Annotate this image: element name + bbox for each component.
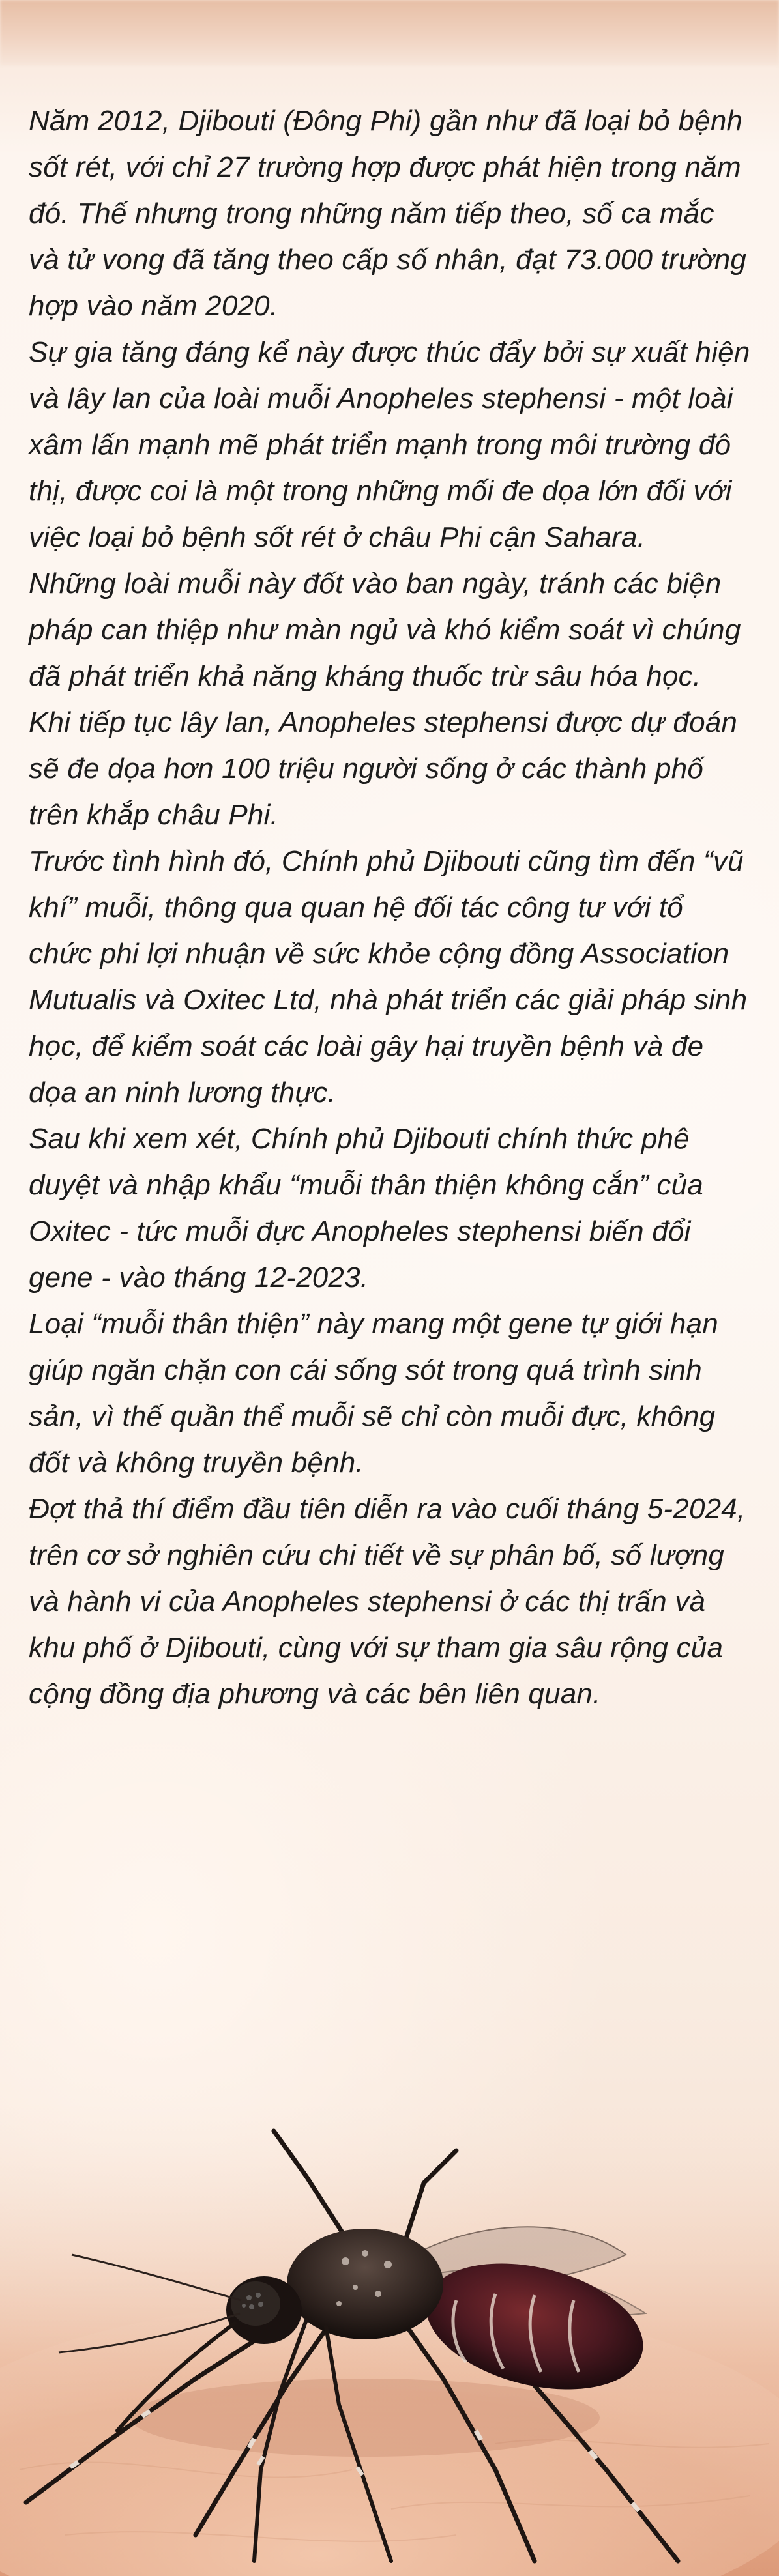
paragraph-7: Loại “muỗi thân thiện” này mang một gene tự giới hạn giúp ngăn chặn con cái sống sót trong quá trình sinh sản, vì thế quần thể muỗi sẽ chỉ còn muỗi đực, không đốt và không truyền bệnh. [29, 1308, 718, 1479]
paragraph-3: Những loài muỗi này đốt vào ban ngày, tránh các biện pháp can thiệp như màn ngủ và khó kiểm soát vì chúng đã phát triển khả năng kháng thuốc trừ sâu hóa học. [29, 568, 741, 692]
paragraph-4: Khi tiếp tục lây lan, Anopheles stephensi được dự đoán sẽ đe dọa hơn 100 triệu người sống ở các thành phố trên khắp châu Phi. [29, 706, 738, 831]
top-skin-photo-banner [0, 0, 779, 65]
paragraph-1: Năm 2012, Djibouti (Đông Phi) gần như đã loại bỏ bệnh sốt rét, với chỉ 27 trường hợp được phát hiện trong năm đó. Thế nhưng trong những năm tiếp theo, số ca mắc và tử vong đã tăng theo cấp số nhân, đạt 73.000 trường hợp vào năm 2020. [29, 105, 747, 322]
paragraph-2: Sự gia tăng đáng kể này được thúc đẩy bởi sự xuất hiện và lây lan của loài muỗi Anopheles stephensi - một loài xâm lấn mạnh mẽ phát triển mạnh trong môi trường đô thị, được coi là một trong những mối đe dọa lớn đối với việc loại bỏ bệnh sốt rét ở châu Phi cận Sahara. [29, 336, 750, 553]
paragraph-6: Sau khi xem xét, Chính phủ Djibouti chính thức phê duyệt và nhập khẩu “muỗi thân thiện không cắn” của Oxitec - tức muỗi đực Anopheles stephensi biến đổi gene - vào tháng 12-2023. [29, 1123, 703, 1294]
mosquito-on-skin-photo [0, 2105, 779, 2576]
paragraph-5: Trước tình hình đó, Chính phủ Djibouti cũng tìm đến “vũ khí” muỗi, thông qua quan hệ đối tác công tư với tổ chức phi lợi nhuận về sức khỏe cộng đồng Association Mutualis và Oxitec Ltd, nhà phát triển các giải pháp sinh học, để kiểm soát các loài gây hại truyền bệnh và đe dọa an ninh lương thực. [29, 845, 748, 1108]
paragraph-8: Đợt thả thí điểm đầu tiên diễn ra vào cuối tháng 5-2024, trên cơ sở nghiên cứu chi tiết về sự phân bố, số lượng và hành vi của Anopheles stephensi ở các thị trấn và khu phố ở Djibouti, cùng với sự tham gia sâu rộng của cộng đồng địa phương và các bên liên quan. [29, 1493, 746, 1710]
article-body [29, 98, 752, 1717]
